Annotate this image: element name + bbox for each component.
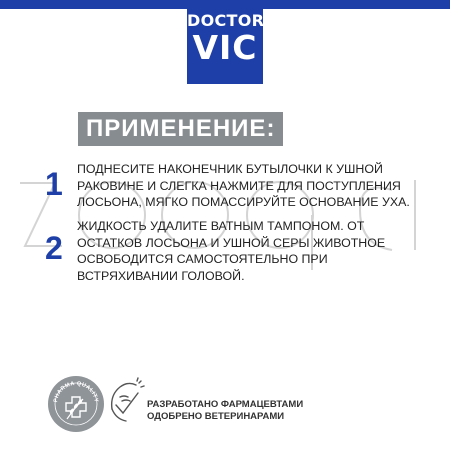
step-number-2: 2 <box>45 230 63 266</box>
footer-line-1: РАЗРАБОТАНО ФАРМАЦЕВТАМИ <box>147 399 304 410</box>
footer-claims <box>147 399 303 423</box>
step-1-line: ПОДНЕСИТЕ НАКОНЕЧНИК БУТЫЛОЧКИ К УШНОЙ <box>77 162 383 176</box>
brand-logo <box>187 0 263 84</box>
step-1-line: РАКОВИНЕ И СЛЕГКА НАЖМИТЕ ДЛЯ ПОСТУПЛЕНИЯ <box>77 178 401 193</box>
step-2-line: ОСВОБОДИТСЯ САМОСТОЯТЕЛЬНО ПРИ <box>77 252 328 266</box>
logo-line-1: DOCTOR <box>187 11 265 30</box>
step-1-line: ЛОСЬОНА, МЯГКО ПОМАССИРУЙТЕ ОСНОВАНИЕ УХА. <box>77 195 410 209</box>
step-text-1 <box>77 161 417 211</box>
seal-ring-text: PHARMA QUALITY <box>53 380 99 403</box>
checkmark-leaf-icon <box>106 377 146 427</box>
step-2-line: ОСТАТКОВ ЛОСЬОНА И УШНОЙ СЕРЫ ЖИВОТНОЕ <box>77 235 386 250</box>
step-text-2 <box>77 218 417 284</box>
section-heading: ПРИМЕНЕНИЕ: <box>78 112 283 146</box>
footer-line-2: ОДОБРЕНО ВЕТЕРИНАРАМИ <box>147 411 285 422</box>
step-number-1: 1 <box>45 166 63 202</box>
step-2-line: ЖИДКОСТЬ УДАЛИТЕ ВАТНЫМ ТАМПОНОМ. ОТ <box>77 219 365 233</box>
logo-line-2: VIC <box>192 28 258 67</box>
step-2-line: ВСТРЯХИВАНИИ ГОЛОВОЙ. <box>77 268 245 283</box>
pharma-quality-seal-icon <box>47 375 105 433</box>
